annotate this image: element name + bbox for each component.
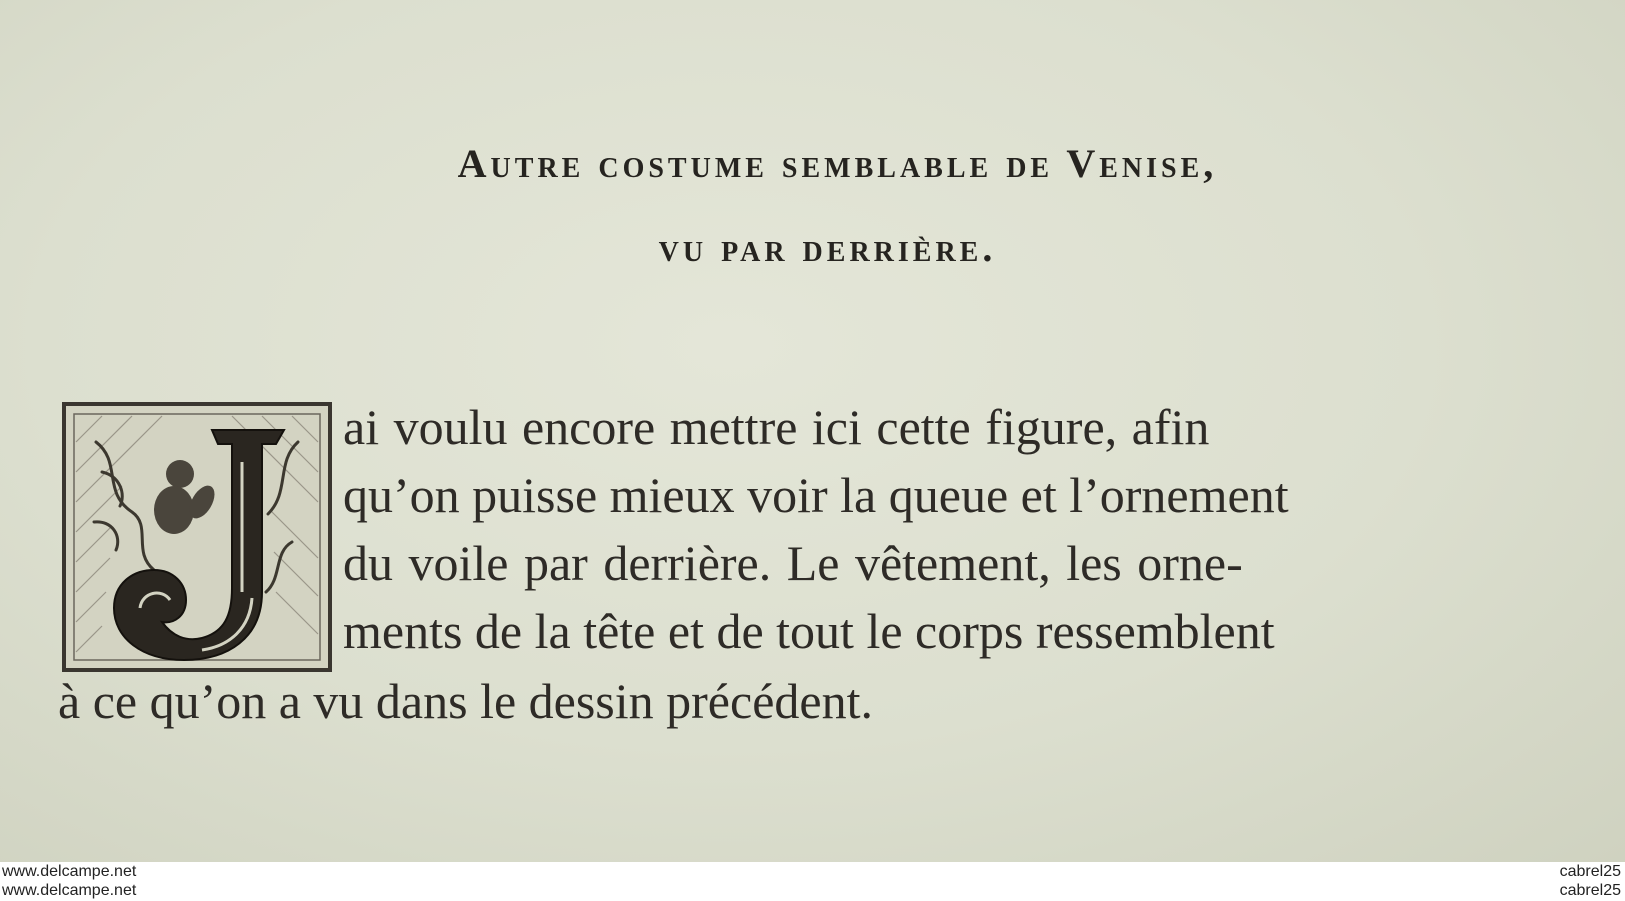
watermark-footer [0, 862, 1625, 901]
heading-line-1: Autre costume semblable de Venise, [457, 141, 1218, 186]
watermark-left-bottom: www.delcampe.net [2, 882, 137, 899]
body-line-4: ments de la tête et de tout le corps ressemblent [343, 603, 1275, 659]
watermark-right-bottom: cabrel25 [1559, 882, 1621, 899]
watermark-right-top: cabrel25 [1559, 863, 1621, 880]
body-line-1: ai voulu encore mettre ici cette figure, afin [343, 399, 1210, 455]
heading-line-2: vu par derrière. [658, 225, 997, 270]
body-line-5: à ce qu’on a vu dans le dessin précédent. [58, 673, 873, 729]
body-line-3: du voile par derrière. Le vêtement, les orne- [343, 535, 1243, 591]
watermark-left-top: www.delcampe.net [2, 863, 137, 880]
decorated-drop-cap [62, 402, 332, 672]
body-line-2: qu’on puisse mieux voir la queue et l’ornement [343, 467, 1289, 523]
